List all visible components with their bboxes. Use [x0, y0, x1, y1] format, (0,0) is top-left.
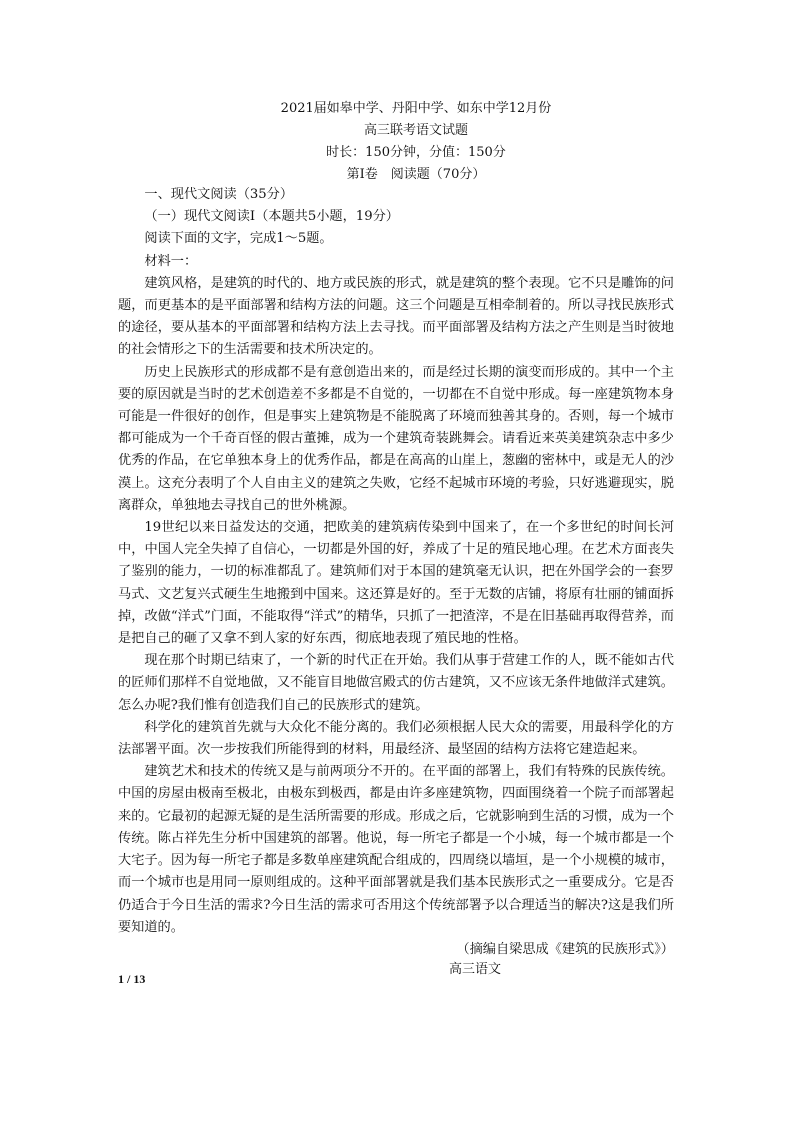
page-number: 1 / 13 [118, 972, 146, 986]
paragraph: 建筑风格，是建筑的时代的、地方或民族的形式，就是建筑的整个表现。它不只是雕饰的问题，而更基本的是平面部署和结构方法的问题。这三个问题是互相牵制着的。所以寻找民族形式的途径，要从基本的平面部署和结构方法上去寻找。而平面部署及结构方法之产生则是当时彼地的社会情形之下的生活需要和技术所决定的。 [118, 275, 674, 358]
section-subtitle: （一）现代文阅读Ⅰ（本题共5小题，19分） [144, 209, 399, 225]
exam-title-line1: 2021届如皋中学、丹阳中学、如东中学12月份 [280, 101, 552, 116]
paragraph: 科学化的建筑首先就与大众化不能分离的。我们必须根据人民大众的需要，用最科学化的方法部署平面。次一步按我们所能得到的材料，用最经济、最坚固的结构方法将它建造起来。 [118, 719, 674, 758]
exam-header [118, 98, 674, 186]
exam-body [118, 184, 674, 961]
exam-title-line2: 高三联考语文试题 [363, 123, 468, 138]
source-citation: （摘编自梁思成《建筑的民族形式》） [456, 941, 674, 957]
footer-subject: 高三语文 [448, 962, 501, 977]
paragraph: 19世纪以来日益发达的交通，把欧美的建筑病传染到中国来了，在一个多世纪的时间长河中，中国人完全失掉了自信心，一切都是外国的好，养成了十足的殖民地心理。在艺术方面丧失了鉴别的能力，一切的标准都乱了。建筑师们对于本国的建筑毫无认识，把在外国学会的一套罗马式、文艺复兴式硬生生地搬到中国来。这还算是好的。至于无数的店铺，将原有壮丽的铺面拆掉，改做“洋式”门面，不能取得“洋式”的精华，只抓了一把渣滓，不是在旧基础再取得营养，而是把自己的砸了又拿不到人家的好东西，彻底地表现了殖民地的性格。 [118, 520, 674, 647]
paragraph: 建筑艺术和技术的传统又是与前两项分不开的。在平面的部署上，我们有特殊的民族传统。中国的房屋由极南至极北，由极东到极西，都是由许多座建筑物，四面围绕着一个院子而部署起来的。它最初的起源无疑的是生活所需要的形成。形成之后，它就影响到生活的习惯，成为一个传统。陈占祥先生分析中国建筑的部署。他说，每一所宅子都是一个小城，每一个城市都是一个大宅子。因为每一所宅子都是多数单座建筑配合组成的，四周绕以墙垣，是一个小规模的城市，而一个城市也是用同一原则组成的。这种平面部署就是我们基本民族形式之一重要成分。它是否仍适合于今日生活的需求?今日生活的需求可否用这个传统部署予以合理适当的解决?这是我们所要知道的。 [118, 764, 674, 935]
section-title: 一、现代文阅读（35分） [144, 187, 294, 202]
paragraph: 历史上民族形式的形成都不是有意创造出来的，而是经过长期的演变而形成的。其中一个主要的原因就是当时的艺术创造差不多都是不自觉的，一切都在不自觉中形成。每一座建筑物本身可能是一件很好的创作，但是事实上建筑物是不能脱离了环境而独善其身的。否则，每一个城市都可能成为一个千奇百怪的假古董摊，成为一个建筑奇装跳舞会。请看近来英美建筑杂志中多少优秀的作品，在它单独本身上的优秀作品，都是在高高的山崖上，葱幽的密林中，或是无人的沙漠上。这充分表明了个人自由主义的建筑之失败，它经不起城市环境的考验，只好逃避现实，脱离群众，单独地去寻找自己的世外桃源。 [118, 364, 674, 513]
material-label: 材料一： [144, 253, 198, 269]
paragraph: 现在那个时期已结束了，一个新的时代正在开始。我们从事于营建工作的人，既不能如古代的匠师们那样不自觉地做，又不能盲目地做宫殿式的仿古建筑，又不应该无条件地做洋式建筑。怎么办呢?我们惟有创造我们自己的民族形式的建筑。 [118, 653, 674, 713]
reading-instruction: 阅读下面的文字，完成1～5题。 [144, 231, 333, 247]
exam-duration-score: 时长：150分钟，分值：150分 [326, 145, 506, 160]
volume-title: 第Ⅰ卷 阅读题（70分） [346, 167, 486, 182]
